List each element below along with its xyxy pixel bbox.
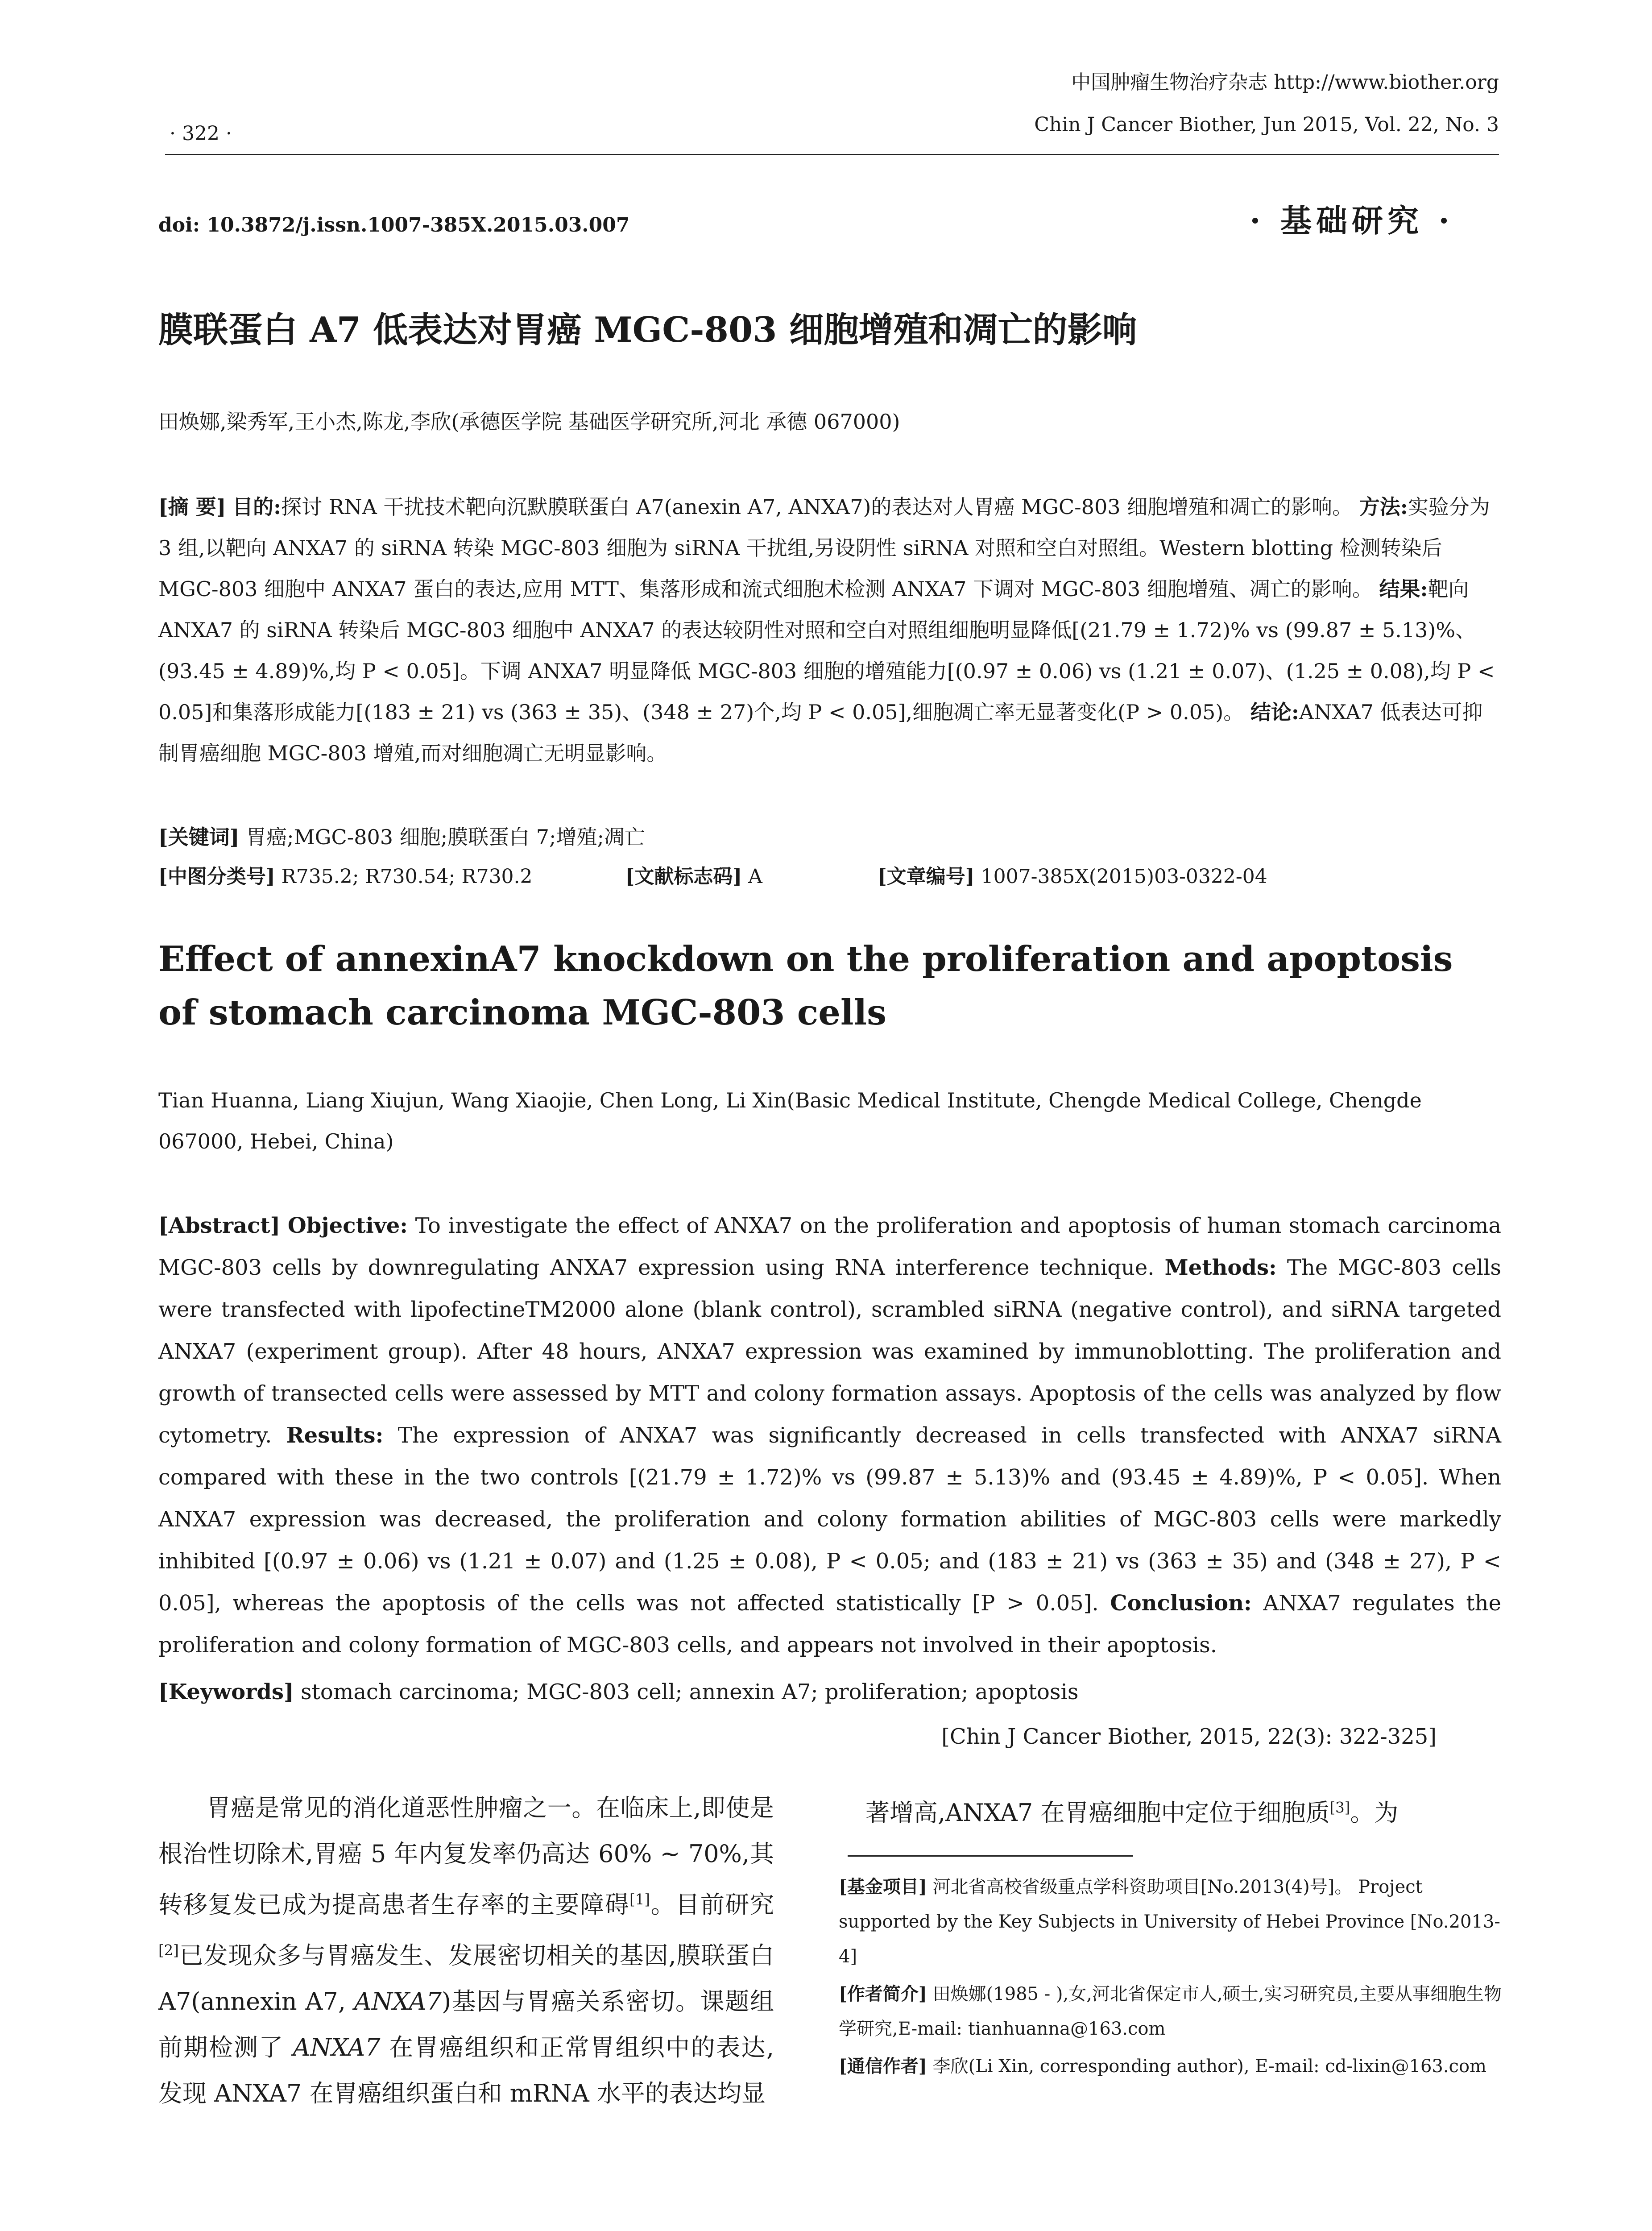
footnote-author xyxy=(839,1977,1503,2046)
citation: [Chin J Cancer Biother, 2015, 22(3): 322-325] xyxy=(941,1724,1437,1749)
body-text-right xyxy=(865,1785,1503,1836)
results-en: The expression of ANXA7 was significantly decreased in cells transfected with ANXA7 siRNA compared with these in the two controls [(21.79 ± 1.72)% vs (99.87 ± 5.13)% and (93.45 ± 4.89)%, P < 0.05]. When ANXA7 expression was decreased, the proliferation and colony formation abilities of MGC-803 cells were markedly inhibited [(0.97 ± 0.06) vs (1.21 ± 0.07) and (1.25 ± 0.08), P < 0.05; and (183 ± 21) vs (363 ± 35) and (348 ± 27), P < 0.05], whereas the apoptosis of the cells was not affected statistically [P > 0.05]. xyxy=(158,1423,1501,1616)
ref-2[interactable]: [2] xyxy=(158,1942,179,1959)
conclusion-cn: ANXA7 低表达可抑制胃癌细胞 MGC-803 增殖,而对细胞凋亡无明显影响。 xyxy=(158,700,1483,765)
objective-cn: 探讨 RNA 干扰技术靶向沉默膜联蛋白 A7(anexin A7, ANXA7)的表达对人胃癌 MGC-803 细胞增殖和凋亡的影响。 xyxy=(281,495,1353,519)
abstract-cn xyxy=(158,486,1501,774)
abstract-cn-label: [摘 要] xyxy=(158,495,226,519)
title-en: Effect of annexinA7 knockdown on the proliferation and apoptosis of stomach carcinoma MGC-803 cells xyxy=(158,939,1453,1033)
gene-name: ANXA7 xyxy=(354,1987,442,2015)
fund-en: Project supported by the Key Subjects in University of Hebei Province [No.2013-4] xyxy=(839,1877,1500,1967)
authors-cn: 田焕娜,梁秀军,王小杰,陈龙,李欣(承德医学院 基础医学研究所,河北 承德 067000) xyxy=(158,410,900,434)
authors-en: Tian Huanna, Liang Xiujun, Wang Xiaojie, Chen Long, Li Xin(Basic Medical Institute, Chengde Medical College, Chengde 067000, Hebei, China) xyxy=(158,1088,1422,1153)
keywords-cn xyxy=(158,817,1501,858)
ref-1[interactable]: [1] xyxy=(629,1891,650,1908)
journal-name-en: Chin J Cancer Biother, Jun 2015, Vol. 22, No. 3 xyxy=(1034,113,1499,136)
keywords-cn-label: [关键词] xyxy=(158,825,240,849)
fund-label: [基金项目] xyxy=(839,1876,927,1897)
title-cn: 膜联蛋白 A7 低表达对胃癌 MGC-803 细胞增殖和凋亡的影响 xyxy=(158,310,1137,350)
conclusion-label-cn: 结论: xyxy=(1250,700,1299,724)
page-number: · 322 · xyxy=(170,122,232,145)
body-left-text-2: 。目前研究 xyxy=(650,1891,774,1919)
doc-code-label: [文献标志码] xyxy=(625,865,742,888)
body-text-left xyxy=(158,1785,774,2116)
header-divider xyxy=(165,154,1499,155)
clc-value: R735.2; R730.54; R730.2 xyxy=(281,865,533,888)
body-left-text-4: )基因与胃癌关系密切。课题组前期检测了 xyxy=(158,1987,774,2061)
keywords-en xyxy=(158,1671,1501,1713)
body-left-text-3: 已发现众多与胃癌发生、发展密切相关的基因,膜联蛋白 A7(annexin A7, xyxy=(158,1941,774,2015)
footnote-corresponding xyxy=(839,2049,1503,2084)
doi: doi: 10.3872/j.issn.1007-385X.2015.03.007 xyxy=(158,214,630,236)
corresponding-text: 李欣(Li Xin, corresponding author), E-mail: cd-lixin@163.com xyxy=(932,2056,1486,2077)
methods-cn: 实验分为 3 组,以靶向 ANXA7 的 siRNA 转染 MGC-803 细胞为 siRNA 干扰组,另设阴性 siRNA 对照和空白对照组。Western blotting 检测转染后 MGC-803 细胞中 ANXA7 蛋白的表达,应用 MTT、集落形成和流式细胞术检测 ANXA7 下调对 MGC-803 细胞增殖、凋亡的影响。 xyxy=(158,495,1490,601)
article-id-label: [文章编号] xyxy=(877,865,975,888)
abstract-en-label: [Abstract] xyxy=(158,1213,281,1238)
abstract-en xyxy=(158,1205,1501,1666)
methods-label-en: Methods: xyxy=(1164,1255,1277,1280)
body-left-text-5: 在胃癌组织和正常胃组织中的表达,发现 ANXA7 在胃癌组织蛋白和 mRNA 水平的表达均显 xyxy=(158,2033,774,2107)
classification-row xyxy=(158,859,1501,895)
article-id-value: 1007-385X(2015)03-0322-04 xyxy=(981,865,1267,888)
results-label-cn: 结果: xyxy=(1379,577,1428,601)
author-label: [作者简介] xyxy=(839,1983,927,2004)
body-left-text-1: 胃癌是常见的消化道恶性肿瘤之一。在临床上,即使是根治性切除术,胃癌 5 年内复发率仍高达 60% ~ 70%,其转移复发已成为提高患者生存率的主要障碍 xyxy=(158,1794,774,1919)
body-right-text-2: 。为 xyxy=(1350,1799,1399,1827)
clc-label: [中图分类号] xyxy=(158,865,275,888)
results-cn: 靶向 ANXA7 的 siRNA 转染后 MGC-803 细胞中 ANXA7 的表达较阴性对照和空白对照组细胞明显降低[(21.79 ± 1.72)% vs (99.87 ± 5.13)%、(93.45 ± 4.89)%,均 P < 0.05]。下调 ANXA7 明显降低 MGC-803 细胞的增殖能力[(0.97 ± 0.06) vs (1.21 ± 0.07)、(1.25 ± 0.08),均 P < 0.05]和集落形成能力[(183 ± 21) vs (363 ± 35)、(348 ± 27)个,均 P < 0.05],细胞凋亡率无显著变化(P > 0.05)。 xyxy=(158,577,1495,724)
body-right-text-1: 著增高,ANXA7 在胃癌细胞中定位于细胞质 xyxy=(865,1799,1330,1827)
section-label: · 基础研究 · xyxy=(1250,202,1454,239)
objective-label-cn: 目的: xyxy=(232,495,282,519)
fund-cn: 河北省高校省级重点学科资助项目[No.2013(4)号]。 xyxy=(932,1877,1353,1897)
footnotes xyxy=(839,1870,1503,2086)
conclusion-label-en: Conclusion: xyxy=(1110,1591,1252,1616)
corresponding-label: [通信作者] xyxy=(839,2056,927,2077)
journal-name-cn: 中国肿瘤生物治疗杂志 http://www.biother.org xyxy=(1071,71,1499,94)
keywords-en-text: stomach carcinoma; MGC-803 cell; annexin A7; proliferation; apoptosis xyxy=(301,1679,1079,1704)
ref-3[interactable]: [3] xyxy=(1329,1799,1350,1816)
footnote-fund xyxy=(839,1870,1503,1974)
doc-code-value: A xyxy=(748,865,762,888)
footnote-divider xyxy=(848,1855,1133,1857)
gene-name: ANXA7 xyxy=(293,2033,381,2061)
methods-label-cn: 方法: xyxy=(1359,495,1408,519)
methods-en: The MGC-803 cells were transfected with lipofectineTM2000 alone (blank control), scrambled siRNA (negative control), and siRNA targeted ANXA7 (experiment group). After 48 hours, ANXA7 expression was examined by immunoblotting. The proliferation and growth of transected cells were assessed by MTT and colony formation assays. Apoptosis of the cells was analyzed by flow cytometry. xyxy=(158,1255,1502,1448)
author-text: 田焕娜(1985 - ),女,河北省保定市人,硕士,实习研究员,主要从事细胞生物学研究,E-mail: tianhuanna@163.com xyxy=(839,1984,1502,2039)
results-label-en: Results: xyxy=(286,1423,384,1448)
keywords-cn-text: 胃癌;MGC-803 细胞;膜联蛋白 7;增殖;凋亡 xyxy=(246,825,646,849)
conclusion-en: ANXA7 regulates the proliferation and colony formation of MGC-803 cells, and appears not involved in their apoptosis. xyxy=(158,1591,1501,1658)
objective-label-en: Objective: xyxy=(287,1213,408,1238)
keywords-en-label: [Keywords] xyxy=(158,1679,294,1704)
objective-en: To investigate the effect of ANXA7 on the proliferation and apoptosis of human stomach carcinoma MGC-803 cells by downregulating ANXA7 expression using RNA interference technique. xyxy=(158,1213,1501,1280)
